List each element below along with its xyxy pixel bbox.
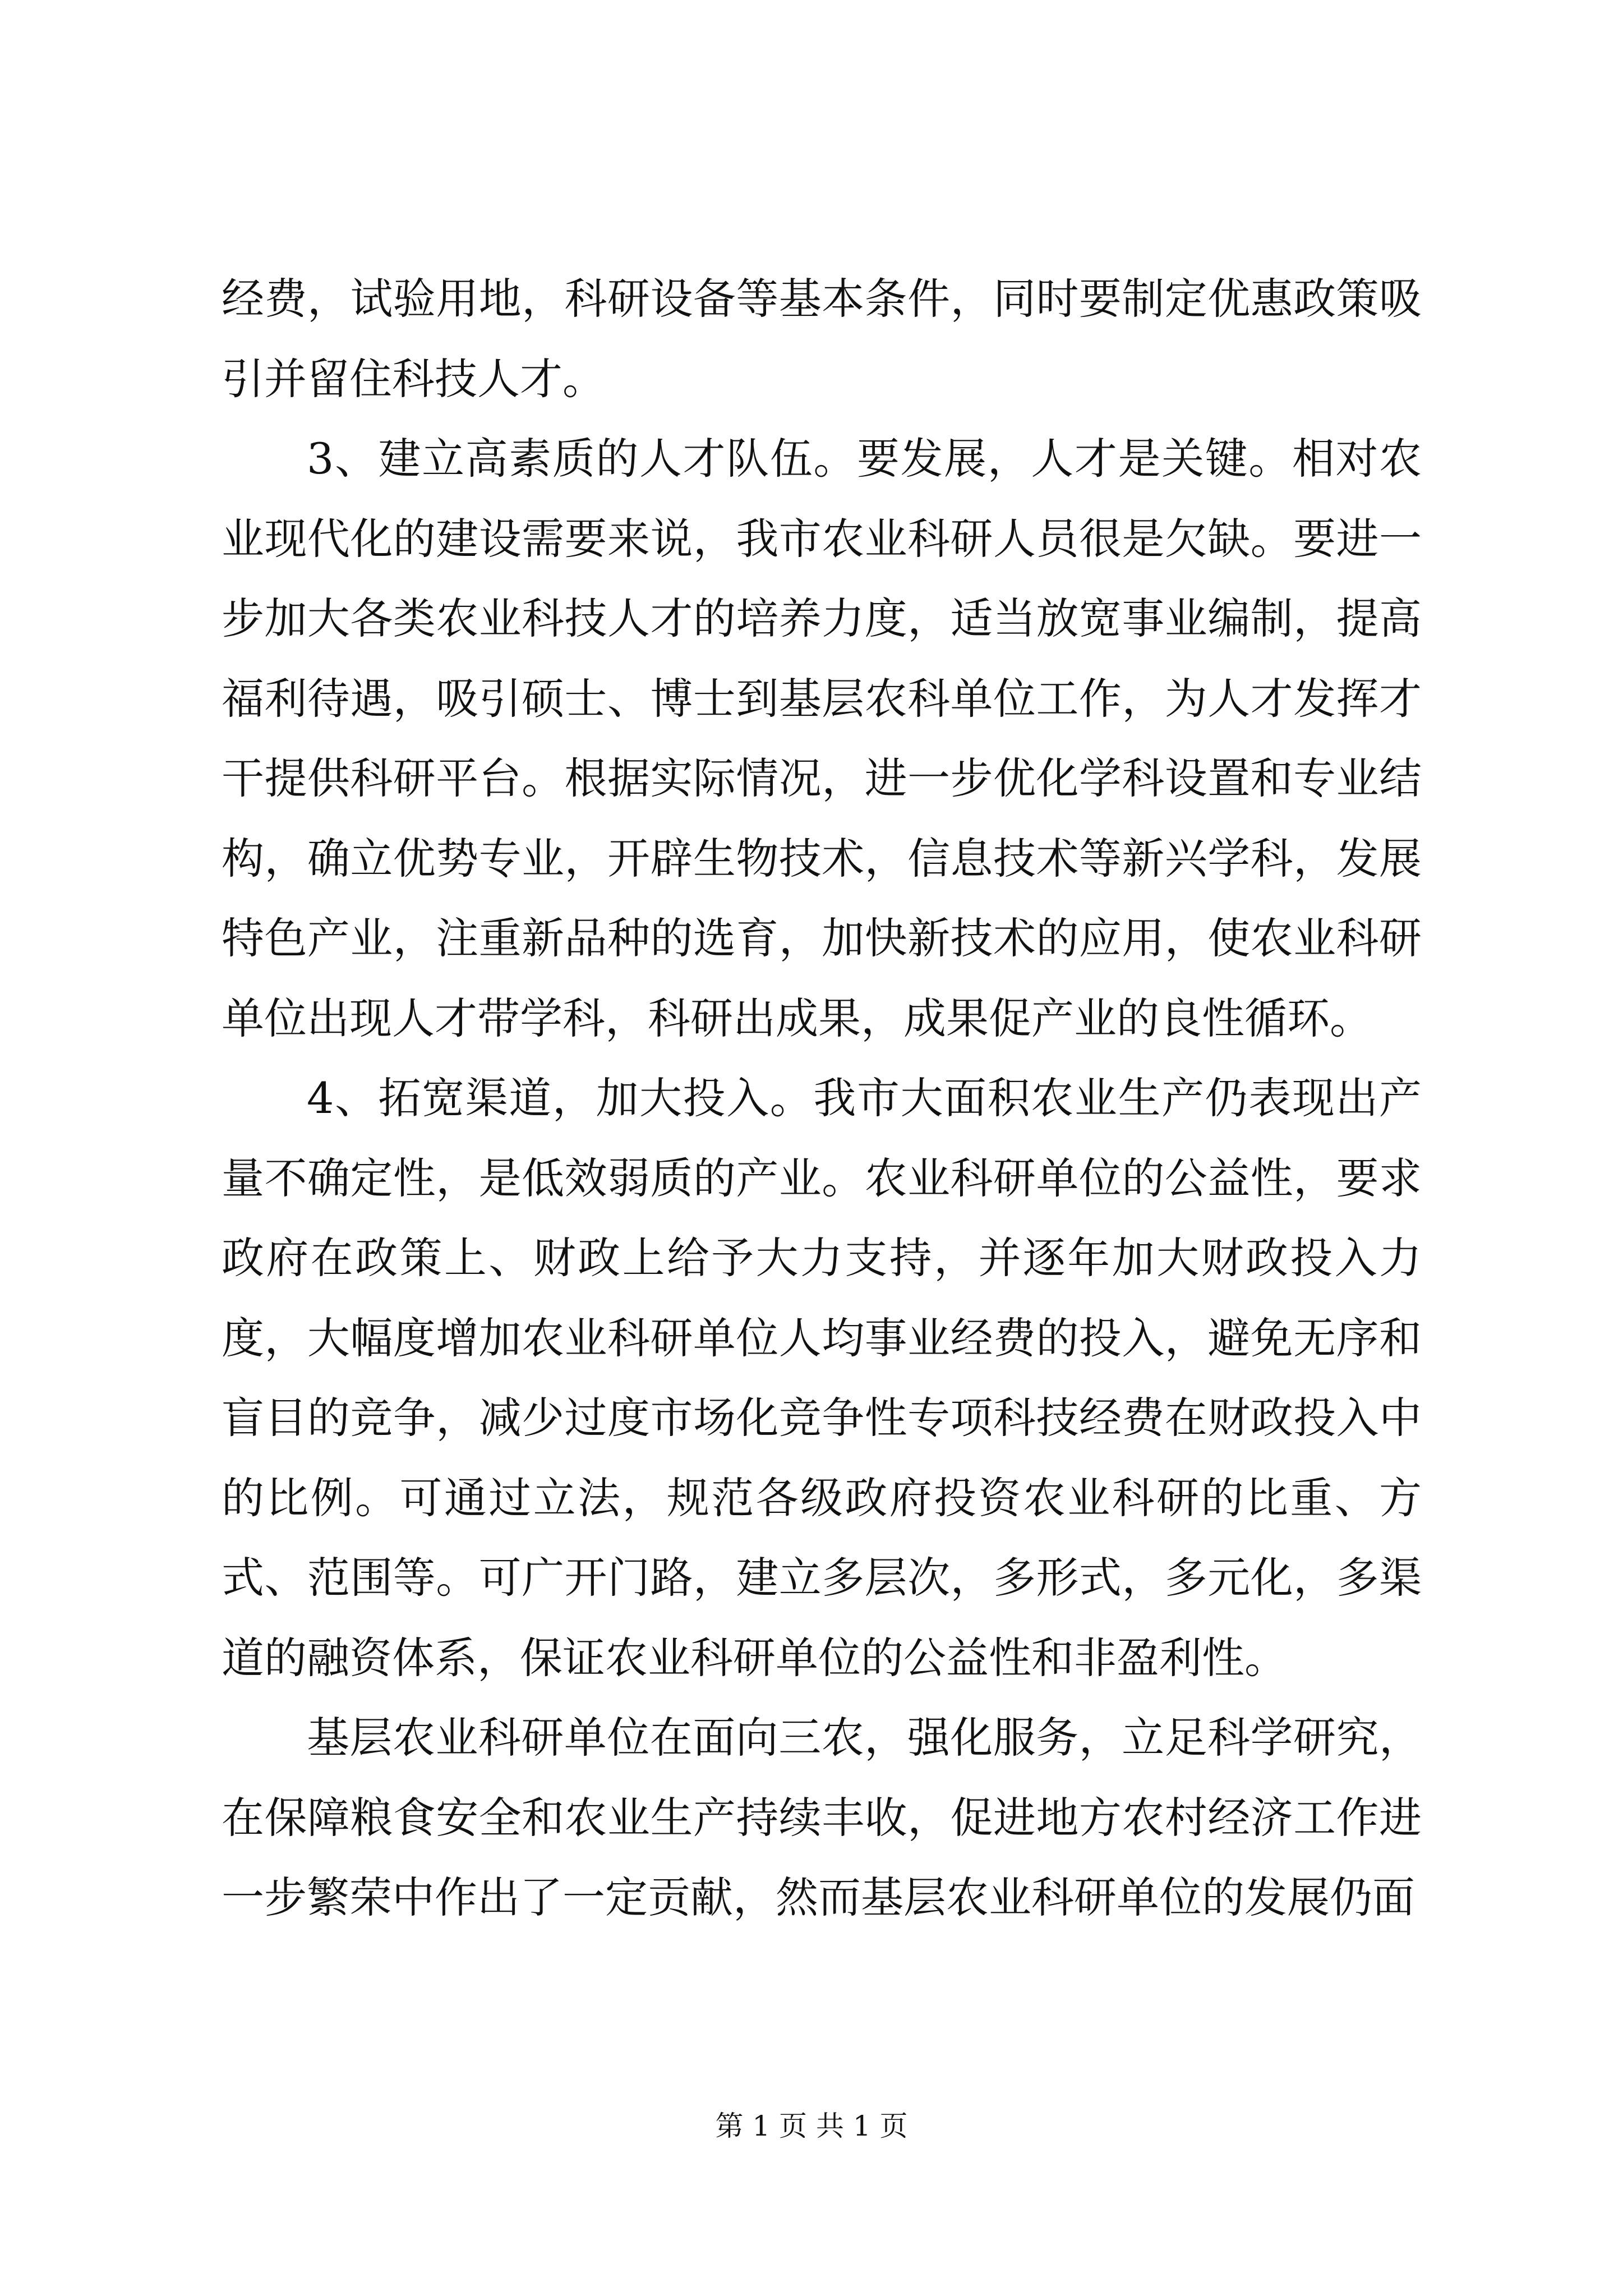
paragraph-grassroots-units: 基层农业科研单位在面向三农，强化服务，立足科学研究，在保障粮食安全和农业生产持续丰收，促进地方农村经济工作进一步繁荣中作出了一定贡献，然而基层农业科研单位的发展仍面 [222,1713,1422,1922]
paragraph-talent-team: 3、建立高素质的人才队伍。要发展，人才是关键。相对农业现代化的建设需要来说，我市农业科研人员很是欠缺。要进一步加大各类农业科技人才的培养力度，适当放宽事业编制，提高福利待遇，吸引硕士、博士到基层农科单位工作，为人才发挥才干提供科研平台。根据实际情况，进一步优化学科设置和专业结构，确立优势专业，开辟生物技术，信息技术等新兴学科，发展特色产业，注重新品种的选育，加快新技术的应用，使农业科研单位出现人才带学科，科研出成果，成果促产业的良性循环。 [222,434,1422,1043]
paragraph-continuation: 经费，试验用地，科研设备等基本条件，同时要制定优惠政策吸引并留住科技人才。 [222,274,1422,404]
page-number-footer: 第 1 页 共 1 页 [715,2110,908,2142]
document-body [222,259,1422,1938]
paragraph-investment: 4、拓宽渠道，加大投入。我市大面积农业生产仍表现出产量不确定性，是低效弱质的产业。农业科研单位的公益性，要求政府在政策上、财政上给予大力支持，并逐年加大财政投入力度，大幅度增加农业科研单位人均事业经费的投入，避免无序和盲目的竞争，减少过度市场化竞争性专项科技经费在财政投入中的比例。可通过立法，规范各级政府投资农业科研的比重、方式、范围等。可广开门路，建立多层次，多形式，多元化，多渠道的融资体系，保证农业科研单位的公益性和非盈利性。 [222,1073,1422,1683]
